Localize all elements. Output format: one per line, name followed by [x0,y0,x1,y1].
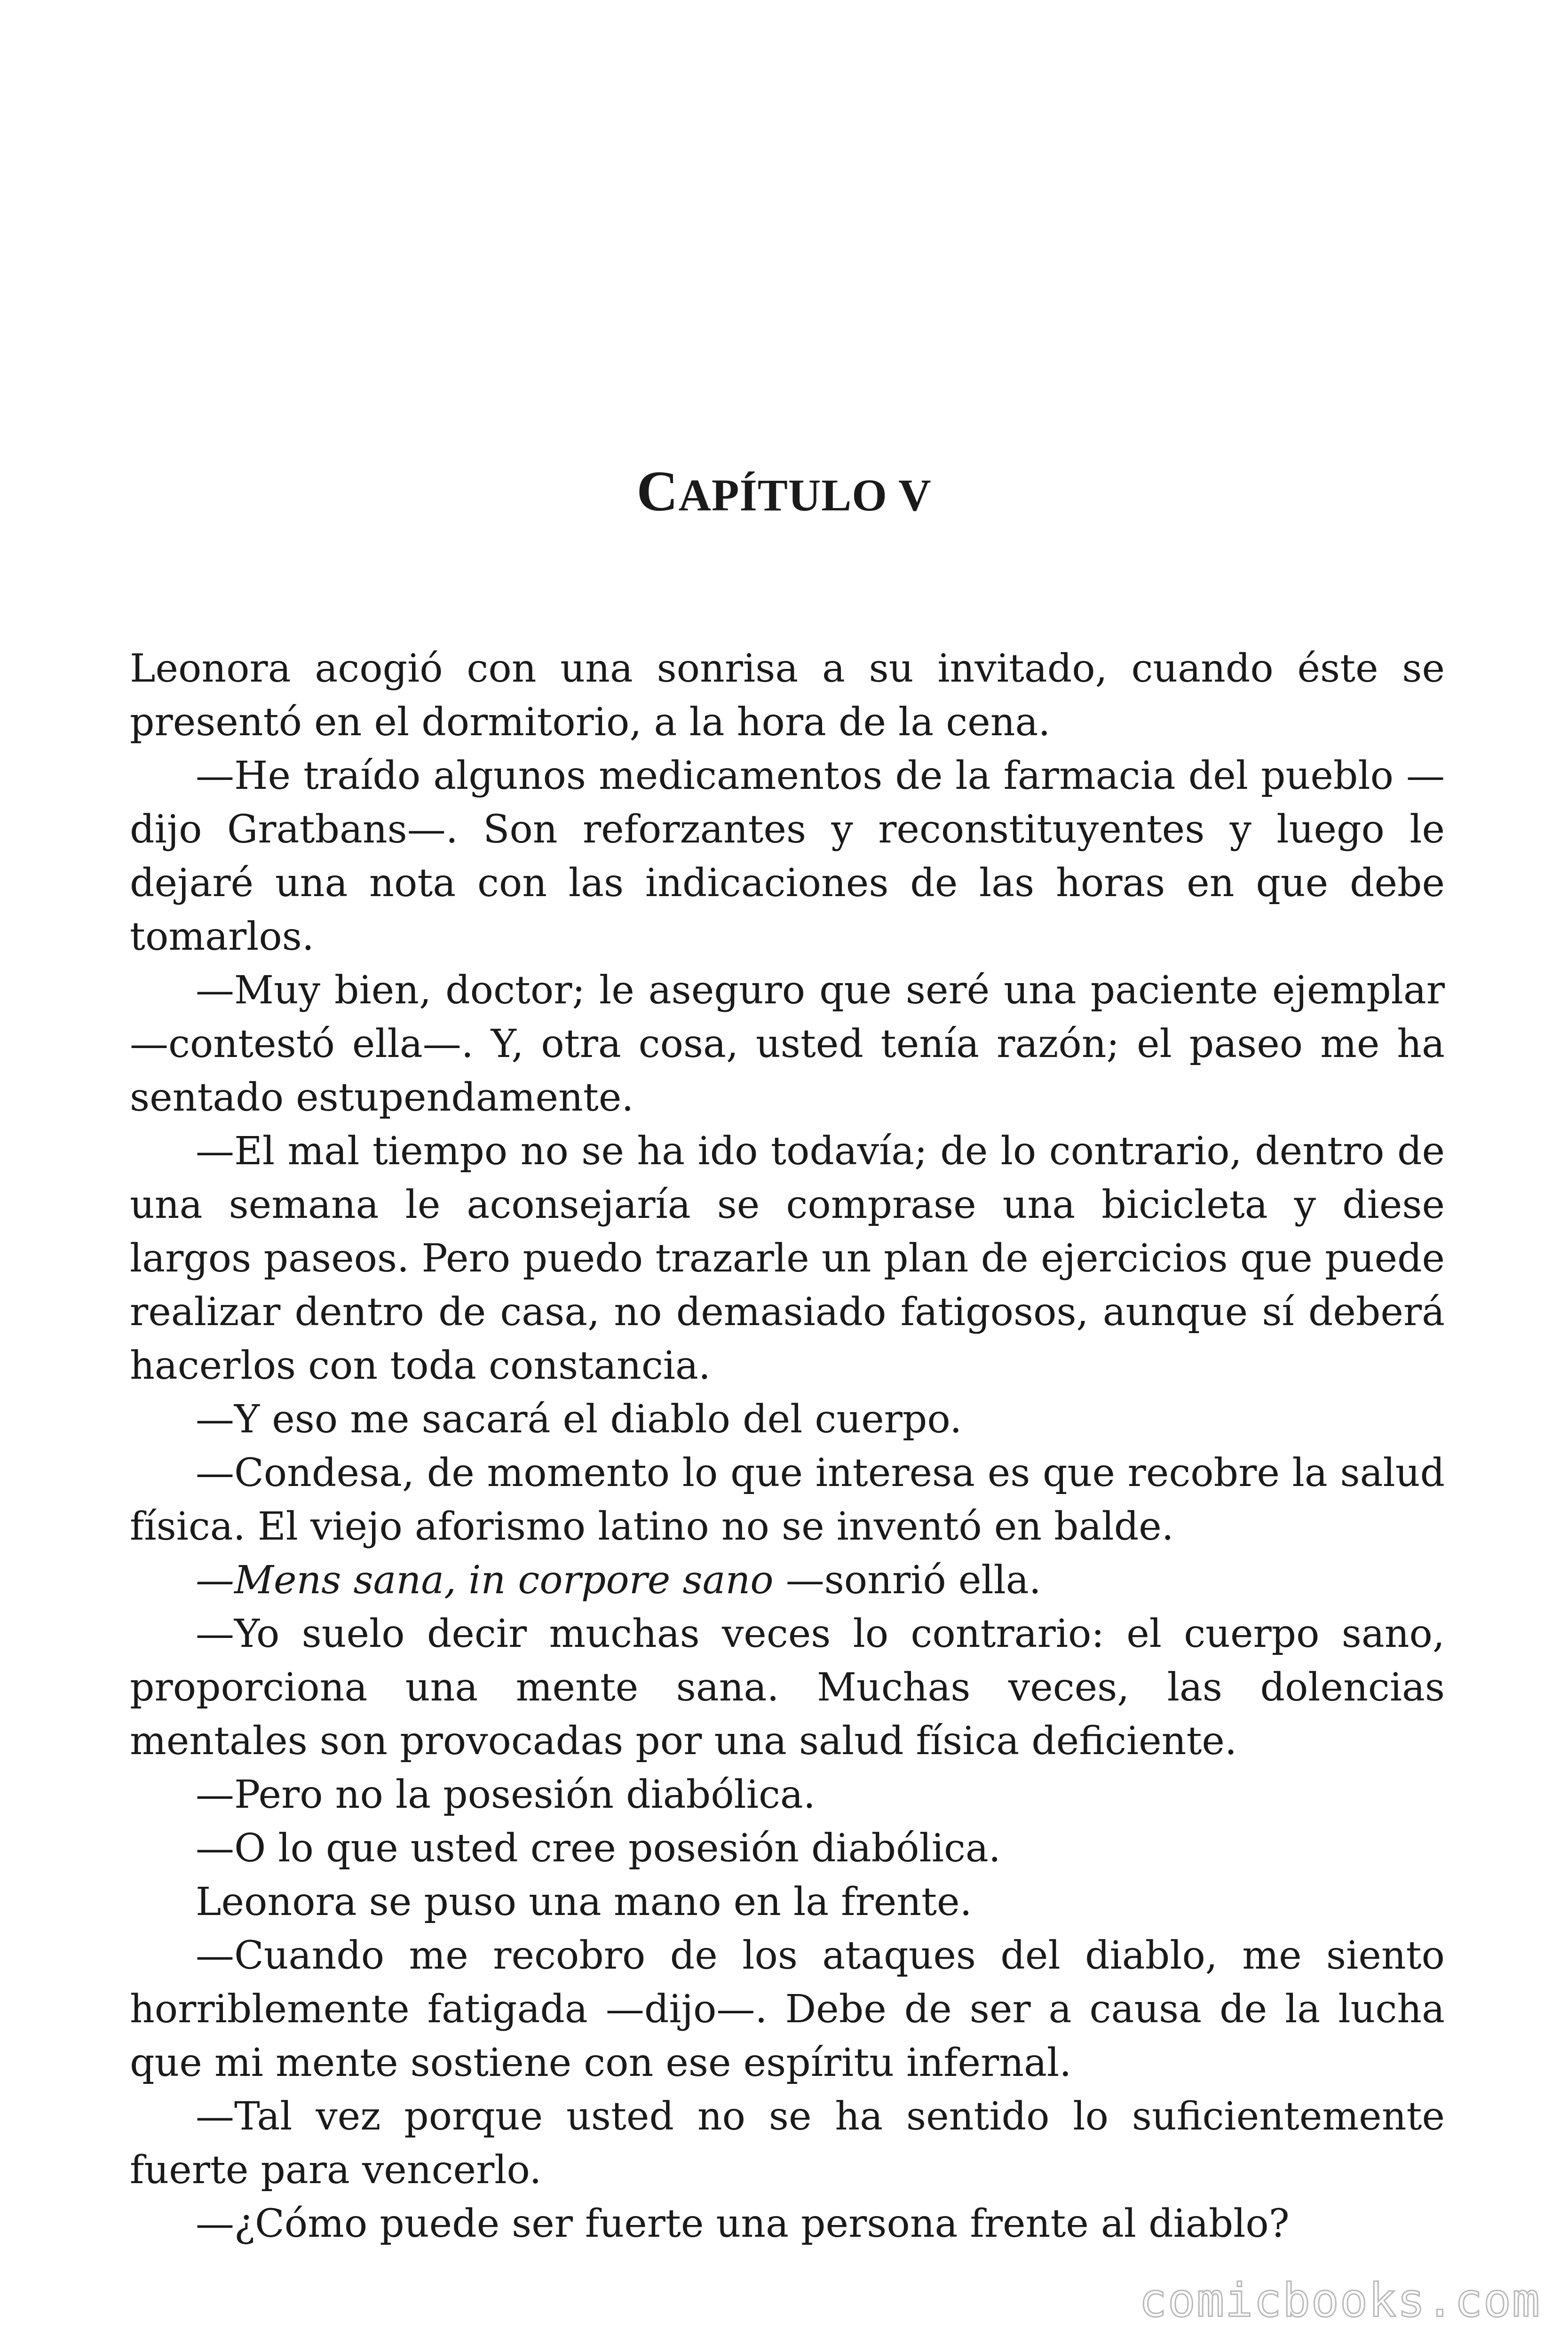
paragraph [130,1768,1445,1822]
paragraph-text: —O lo que usted cree posesión diabólica. [196,1826,1001,1871]
paragraph-text: —¿Cómo puede ser fuerte una persona frente al diablo? [196,2201,1290,2246]
paragraph-text: Leonora acogió con una sonrisa a su invitado, cuando éste se presentó en el dormitorio, a la hora de la cena. [130,646,1445,745]
paragraph-italic-text: —Mens sana, in corpore sano [196,1558,774,1603]
paragraph [130,1929,1445,2090]
paragraph [130,1393,1445,1446]
paragraph [130,1875,1445,1929]
paragraph-text: —Yo suelo decir muchas veces lo contrario: el cuerpo sano, proporciona una mente sana. Muchas veces, las dolencias mentales son provocadas por una salud física deficiente. [130,1612,1445,1764]
chapter-title-rest: APÍTULO V [678,470,932,520]
paragraph-text: —Cuando me recobro de los ataques del diablo, me siento horriblemente fatigada —dijo—. Debe de ser a causa de la lucha que mi mente sostiene con ese espíritu infernal. [130,1933,1445,2085]
paragraph [130,1446,1445,1554]
paragraph-text: —sonrió ella. [773,1558,1041,1603]
paragraph-text: —Tal vez porque usted no se ha sentido lo suficientemente fuerte para vencerlo. [130,2094,1445,2193]
paragraph [130,1607,1445,1768]
paragraph [130,1822,1445,1875]
chapter-title-initial: C [636,460,679,523]
paragraph [130,2090,1445,2197]
watermark: comicbooks.com [1139,2274,1541,2328]
chapter-title [0,459,1568,524]
paragraph-text: —He traído algunos medicamentos de la farmacia del pueblo —dijo Gratbans—. Son reforzantes y reconstituyentes y luego le dejaré una nota con las indicaciones de las horas en que debe tomarlos. [130,754,1445,959]
paragraph-text: —Pero no la posesión diabólica. [196,1772,816,1817]
paragraph [130,964,1445,1125]
paragraph-text: Leonora se puso una mano en la frente. [196,1880,972,1924]
paragraph [130,642,1445,749]
paragraph [130,1554,1445,1607]
paragraph-text: —Muy bien, doctor; le aseguro que seré una paciente ejemplar —contestó ella—. Y, otra cosa, usted tenía razón; el paseo me ha sentado estupendamente. [130,968,1445,1120]
paragraph [130,1125,1445,1393]
paragraph-text: —Y eso me sacará el diablo del cuerpo. [196,1397,962,1442]
paragraph-text: —El mal tiempo no se ha ido todavía; de lo contrario, dentro de una semana le aconsejaría se comprase una bicicleta y diese largos paseos. Pero puedo trazarle un plan de ejercicios que puede realizar dentro de casa, no demasiado fatigosos, aunque sí deberá hacerlos con toda constancia. [130,1129,1445,1388]
paragraph [130,749,1445,964]
paragraph [130,2197,1445,2251]
chapter-body [130,642,1445,2251]
paragraph-text: —Condesa, de momento lo que interesa es que recobre la salud física. El viejo aforismo latino no se inventó en balde. [130,1451,1445,1549]
